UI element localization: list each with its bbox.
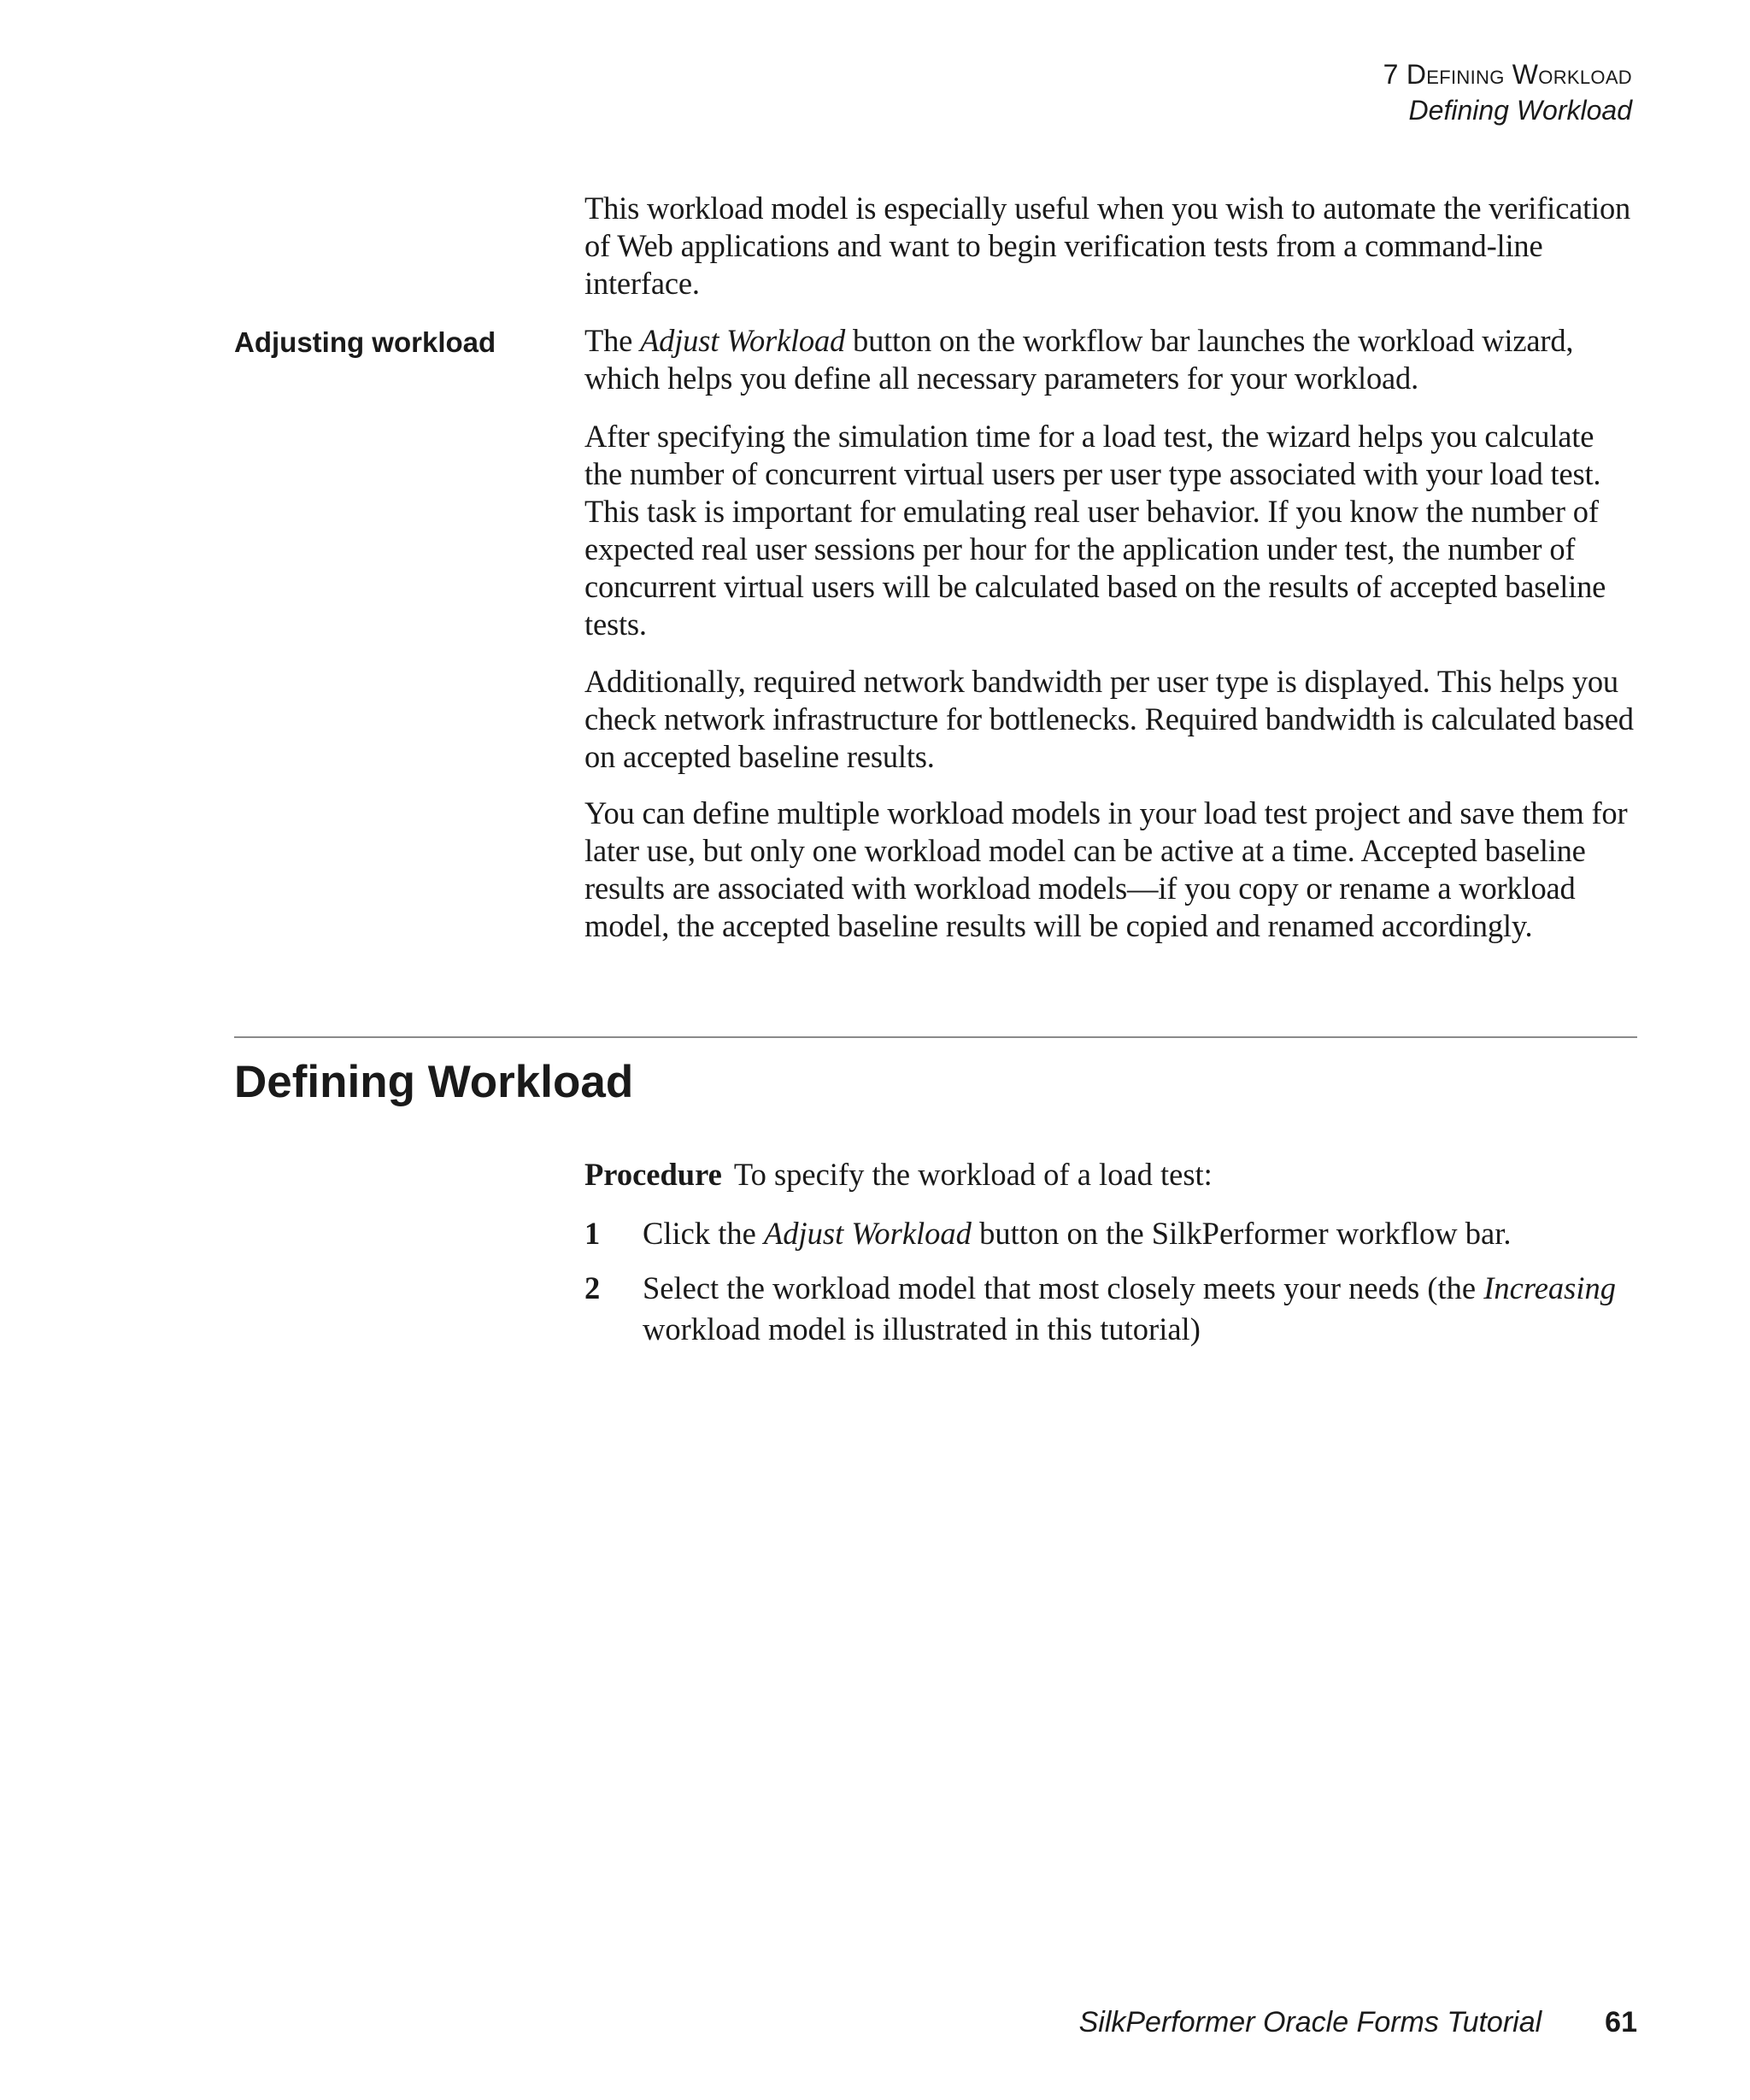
procedure-text: To specify the workload of a load test: bbox=[733, 1157, 1213, 1192]
section-heading: Defining Workload bbox=[1408, 95, 1632, 126]
side-heading-adjusting-workload: Adjusting workload bbox=[234, 326, 496, 358]
procedure-line bbox=[584, 1154, 1637, 1195]
chapter-heading: 7 Defining Workload bbox=[1383, 59, 1632, 90]
paragraph-text: You can define multiple workload models in your load test project and save them for later use, but only one workload model can be active at a time. Accepted baseline results are associated with workload models—if you copy or rename a workload model, the accepted baseline results will be copied and renamed accordingly. bbox=[584, 795, 1628, 943]
section-divider bbox=[234, 1036, 1637, 1038]
adjusting-paragraph-2 bbox=[584, 418, 1637, 643]
paragraph-text: Additionally, required network bandwidth per user type is displayed. This helps you check network infrastructure for bottlenecks. Required bandwidth is calculated based on accepted baseline results. bbox=[584, 664, 1634, 774]
step-2 bbox=[584, 1268, 1637, 1350]
adjusting-paragraph-4 bbox=[584, 795, 1637, 945]
page-number: 61 bbox=[1605, 2006, 1637, 2038]
p1-before: The bbox=[584, 323, 641, 358]
step-text: Click the bbox=[643, 1216, 764, 1251]
intro-paragraph: This workload model is especially useful when you wish to automate the verification of Web applications and want to begin verification tests from a command-line interface. bbox=[584, 191, 1631, 301]
section-title: Defining Workload bbox=[234, 1057, 634, 1107]
intro-paragraph-block bbox=[584, 190, 1637, 302]
adjust-workload-term: Adjust Workload bbox=[640, 323, 846, 358]
paragraph-text: After specifying the simulation time for a load test, the wizard helps you calculate the number of concurrent virtual users per user type associated with your load test. This task is important for emulating real user behavior. If you know the number of expected real user sessions per hour for the application under test, the number of concurrent virtual users will be calculated based on the results of accepted baseline tests. bbox=[584, 419, 1606, 642]
page-footer bbox=[1079, 2003, 1637, 2041]
adjusting-paragraph-3 bbox=[584, 663, 1637, 776]
step-1 bbox=[584, 1213, 1637, 1254]
step-italic-term: Increasing bbox=[1483, 1270, 1617, 1305]
step-text: workload model is illustrated in this tutorial) bbox=[643, 1311, 1201, 1346]
adjusting-paragraph-1 bbox=[584, 322, 1637, 397]
step-text: button on the SilkPerformer workflow bar. bbox=[971, 1216, 1512, 1251]
step-number: 1 bbox=[584, 1216, 601, 1251]
footer-title: SilkPerformer Oracle Forms Tutorial bbox=[1078, 2006, 1542, 2038]
procedure-label: Procedure bbox=[584, 1157, 722, 1192]
step-number: 2 bbox=[584, 1270, 601, 1305]
p1-after: button on the workflow bar launches the workload wizard, which helps you define all necessary parameters for your workload. bbox=[584, 323, 1574, 396]
step-italic-term: Adjust Workload bbox=[763, 1216, 972, 1251]
running-header bbox=[1383, 56, 1632, 128]
step-text: Select the workload model that most closely meets your needs (the bbox=[643, 1270, 1484, 1305]
